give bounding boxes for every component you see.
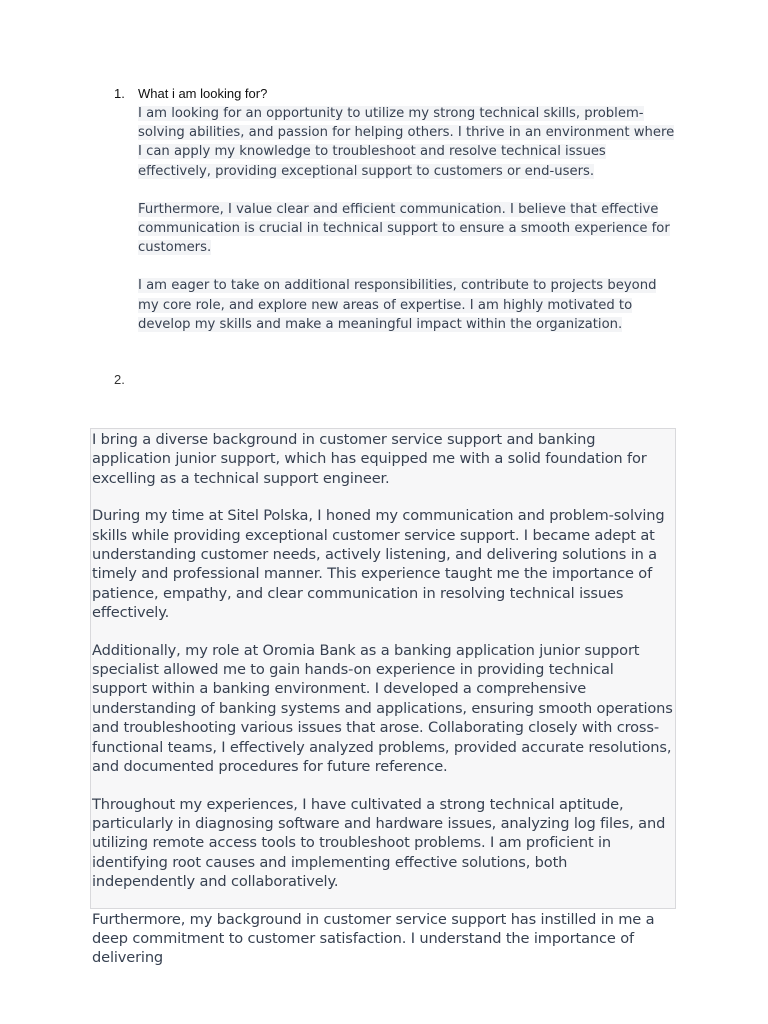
box-paragraph: Additionally, my role at Oromia Bank as a banking application junior support specialist allowed me to gain hands-on experience in providing technical support within a banking environment. I developed a comprehensive understanding of banking systems and applications, ensuring smooth operations and troubleshooting various issues that arose. Collaborating closely with cross-functional teams, I effectively analyzed problems, provided accurate resolutions, and documented procedures for future reference. (92, 641, 673, 776)
box-paragraph: Throughout my experiences, I have cultivated a strong technical aptitude, particularly in diagnosing software and hardware issues, analyzing log files, and utilizing remote access tools to troubleshoot problems. I am proficient in identifying root causes and implementing effective solutions, both independently and collaboratively. (92, 795, 666, 891)
answer-paragraph: I am eager to take on additional responsibilities, contribute to projects beyond my core role, and explore new areas of expertise. I am highly motivated to develop my skills and make a meaningful impact within the organization. (138, 278, 657, 332)
answer-block-1 (138, 104, 678, 353)
box-paragraph: During my time at Sitel Polska, I honed my communication and problem-solving skills while providing exceptional customer service support. I became adept at understanding customer needs, actively listening, and delivering solutions in a timely and professional manner. This experience taught me the importance of patience, empathy, and clear communication in resolving technical issues effectively. (92, 507, 665, 622)
answer-paragraph: I am looking for an opportunity to utilize my strong technical skills, problem-solving abilities, and passion for helping others. I thrive in an environment where I can apply my knowledge to troubleshoot and resolve technical issues effectively, providing exceptional support to customers or end-users. (138, 106, 675, 179)
box-paragraph: Furthermore, my background in customer service support has instilled in me a deep commitment to customer satisfaction. I understand the importance of delivering (92, 910, 655, 967)
pasted-text-box (90, 428, 676, 967)
answer-paragraph: Furthermore, I value clear and efficient communication. I believe that effective communication is crucial in technical support to ensure a smooth experience for customers. (138, 201, 670, 256)
question-heading: What i am looking for? (138, 86, 268, 101)
list-number-1: 1. (114, 86, 125, 101)
list-number-2: 2. (114, 372, 125, 387)
box-paragraph: I bring a diverse background in customer service support and banking application junior support, which has equipped me with a solid foundation for excelling as a technical support engineer. (92, 431, 647, 487)
